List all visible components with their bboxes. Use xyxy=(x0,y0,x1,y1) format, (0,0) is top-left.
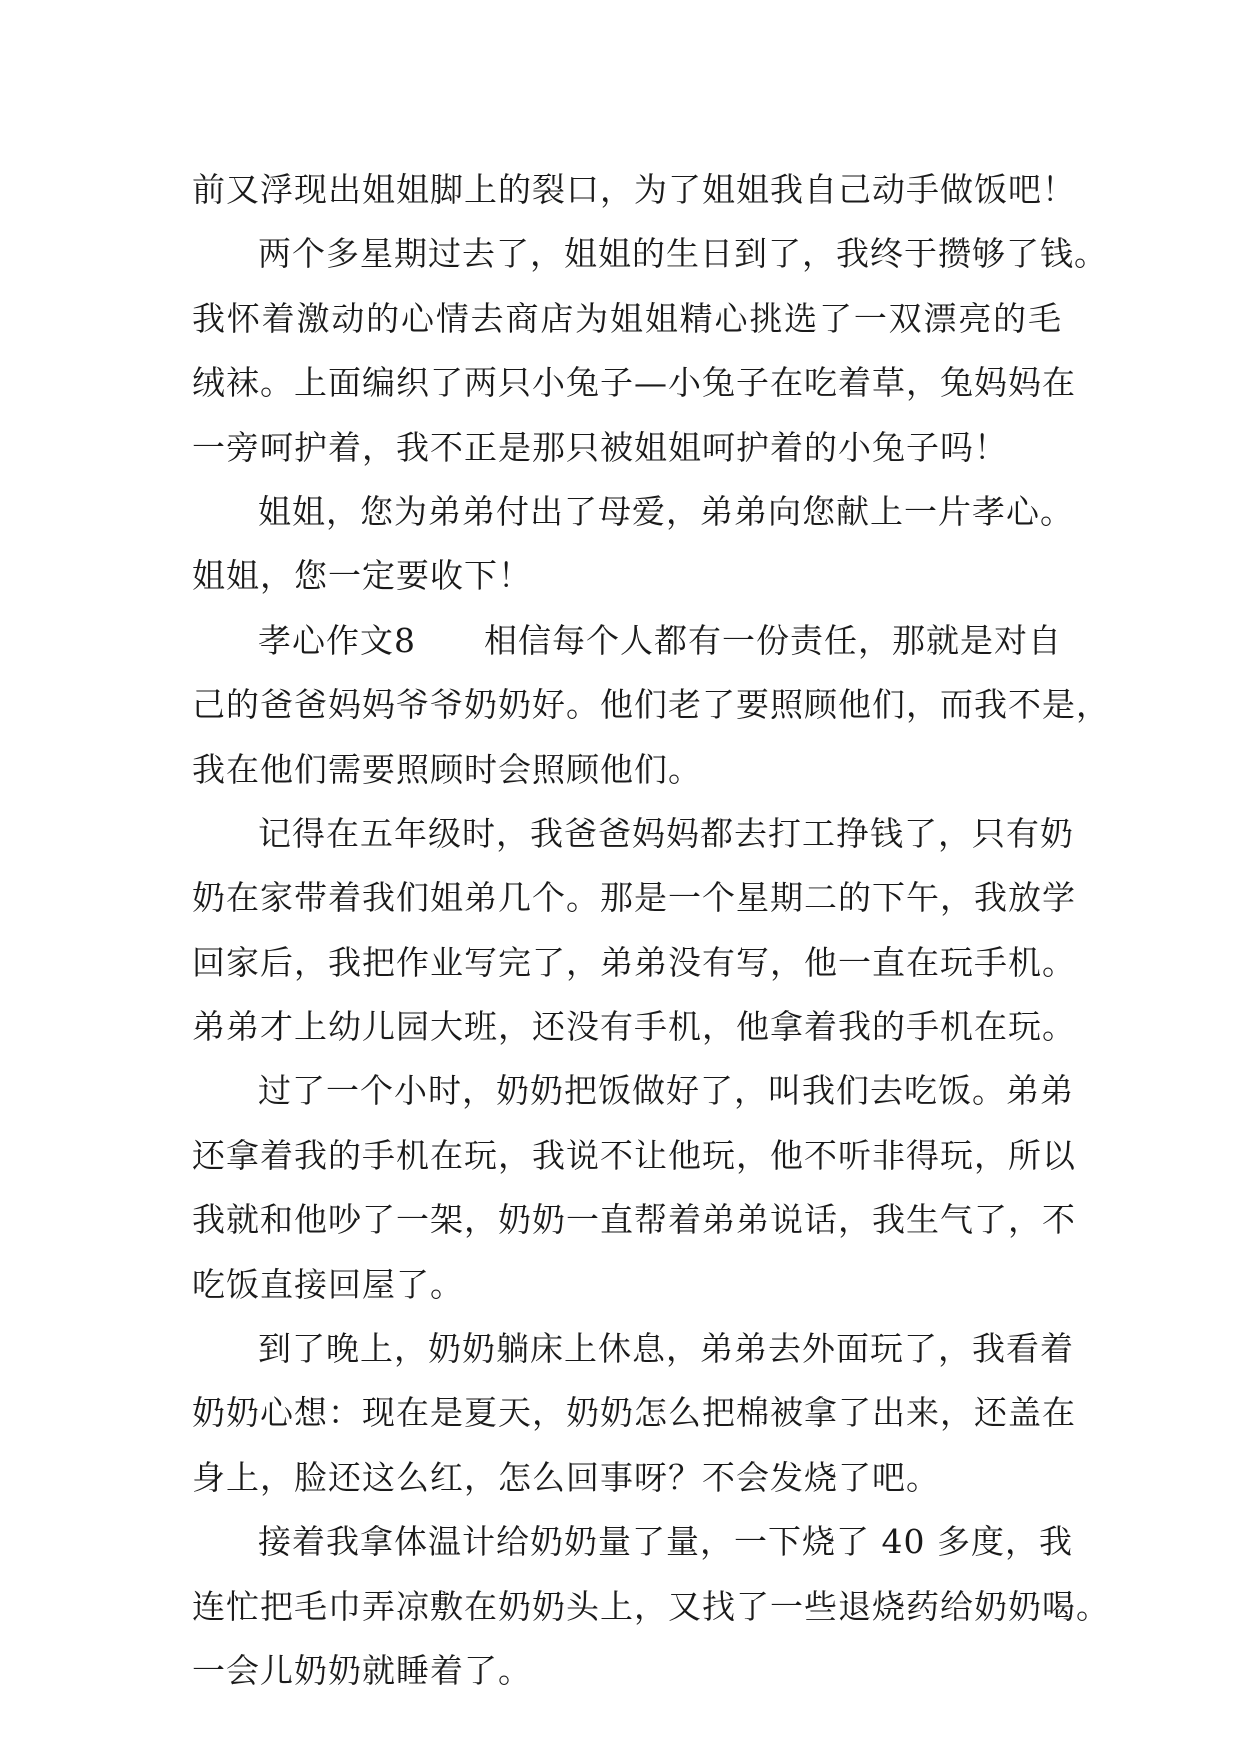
text-line: 一会儿奶奶就睡着了。 xyxy=(192,1650,532,1690)
text-line: 前又浮现出姐姐脚上的裂口，为了姐姐我自己动手做饭吧！ xyxy=(192,170,1076,209)
text-line: 连忙把毛巾弄凉敷在奶奶头上，又找了一些退烧药给奶奶喝。 xyxy=(192,1586,1110,1626)
text-line: 绒袜。上面编织了两只小兔子—小兔子在吃着草，兔妈妈在 xyxy=(192,363,1076,403)
text-line: 记得在五年级时，我爸爸妈妈都去打工挣钱了，只有奶 xyxy=(258,813,1074,853)
text-line: 过了一个小时，奶奶把饭做好了，叫我们去吃饭。弟弟 xyxy=(258,1071,1074,1111)
text-line: 一旁呵护着，我不正是那只被姐姐呵护着的小兔子吗！ xyxy=(192,427,1008,467)
text-line: 到了晚上，奶奶躺床上休息，弟弟去外面玩了，我看着 xyxy=(258,1329,1074,1369)
text-line: 孝心作文8 相信每个人都有一份责任，那就是对自 xyxy=(258,620,1062,660)
text-line: 姐姐，您一定要收下！ xyxy=(192,556,532,596)
text-line: 奶奶心想：现在是夏天，奶奶怎么把棉被拿了出来，还盖在 xyxy=(192,1393,1076,1433)
essay-body xyxy=(192,158,1110,1703)
text-line: 接着我拿体温计给奶奶量了量，一下烧了 40 多度，我 xyxy=(258,1522,1073,1562)
text-line: 我怀着激动的心情去商店为姐姐精心挑选了一双漂亮的毛 xyxy=(192,298,1062,338)
text-line: 两个多星期过去了，姐姐的生日到了，我终于攒够了钱。 xyxy=(258,234,1108,274)
text-line: 吃饭直接回屋了。 xyxy=(192,1264,464,1304)
text-line: 弟弟才上幼儿园大班，还没有手机，他拿着我的手机在玩。 xyxy=(192,1007,1076,1047)
text-line: 奶在家带着我们姐弟几个。那是一个星期二的下午，我放学 xyxy=(192,878,1076,918)
text-line: 身上，脸还这么红，怎么回事呀？不会发烧了吧。 xyxy=(192,1457,940,1497)
text-line: 己的爸爸妈妈爷爷奶奶好。他们老了要照顾他们，而我不是， xyxy=(192,685,1110,725)
text-line: 我在他们需要照顾时会照顾他们。 xyxy=(192,749,702,789)
text-line: 回家后，我把作业写完了，弟弟没有写，他一直在玩手机。 xyxy=(192,942,1076,982)
text-line: 姐姐，您为弟弟付出了母爱，弟弟向您献上一片孝心。 xyxy=(258,491,1074,531)
text-line: 我就和他吵了一架，奶奶一直帮着弟弟说话，我生气了，不 xyxy=(192,1200,1076,1240)
text-line: 还拿着我的手机在玩，我说不让他玩，他不听非得玩，所以 xyxy=(192,1135,1076,1175)
